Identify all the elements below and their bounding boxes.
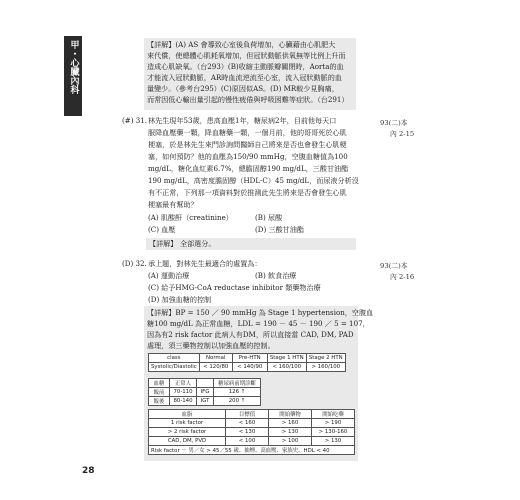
ldl-table-header: 目標值 bbox=[226, 410, 269, 419]
ldl-table bbox=[148, 409, 355, 455]
bp-table-cell: < 120/80 bbox=[199, 363, 232, 372]
bp-table-header: class bbox=[149, 354, 200, 363]
glucose-table-header: 血糖 bbox=[149, 379, 170, 388]
explanation-2-line-2: 糖100 mg/dL 為正常血糖，LDL = 190 － 45 － 190 ／ 5 = 107， bbox=[147, 319, 370, 328]
glucose-table bbox=[148, 378, 261, 406]
question-31-label: (#) 31. bbox=[122, 116, 148, 125]
question-31-line-4: 塞，如何預防？他的血壓為150/90 mmHg，空腹血糖值為100 bbox=[148, 152, 348, 161]
glucose-table-header: 糖尿病前期診斷 bbox=[214, 379, 261, 388]
chapter-tab-label: 甲・心臟內科 bbox=[68, 40, 79, 94]
ldl-table-cell: 1 risk factor bbox=[149, 419, 226, 428]
ldl-table-header: 開始藥物 bbox=[269, 410, 312, 419]
bp-table-cell: Systolic/Diastolic bbox=[149, 363, 200, 372]
question-31-line-1: 林先生現年53歲，患高血壓1年，糖尿病2年，目前他每天口 bbox=[148, 116, 337, 125]
explanation-1-line-4: 才能流入冠狀動脈，AR時血流逆流至心室，流入冠狀動脈的血 bbox=[147, 73, 342, 82]
question-31-ref: 內 2-15 bbox=[390, 130, 415, 138]
glucose-table-header bbox=[197, 379, 214, 388]
ldl-table-cell: > 2 risk factor bbox=[149, 428, 226, 437]
question-31-option-a: (A) 肌酸酐（creatinine） bbox=[148, 213, 233, 222]
bp-table-cell: < 160/100 bbox=[267, 363, 306, 372]
ldl-table-header: 血脂 bbox=[149, 410, 226, 419]
answer-31-text: 全部選分。 bbox=[180, 239, 216, 248]
question-31-line-5: mg/dL，糖化血紅素6.7%，總膽固醇190 mg/dL，三酸甘油酯 bbox=[148, 164, 349, 173]
ldl-table-cell: < 160 bbox=[226, 419, 269, 428]
question-31-line-2: 服降血壓藥一顆，降血糖藥一顆，一個月前，他的哥哥死於心肌 bbox=[148, 128, 347, 137]
ldl-table-cell: > 190 bbox=[312, 419, 355, 428]
answer-box-31 bbox=[146, 238, 356, 250]
glucose-table-cell: IFG bbox=[197, 388, 214, 397]
question-31-line-8: 梗塞最有幫助？ bbox=[148, 200, 198, 209]
explanation-2-line-4: 處理，須三藥物控制以加強血壓的控制。 bbox=[147, 341, 275, 350]
question-32-option-c: (C) 給予HMG-CoA reductase inhibitor 類藥物治療 bbox=[148, 283, 321, 292]
explanation-1-line-5: 量變少。（參考台295）(C)原因似AS。(D) MR較少見胸痛， bbox=[147, 84, 339, 93]
question-32-exam: 93(二)本 bbox=[380, 262, 408, 270]
glucose-table-cell: 飯前 bbox=[149, 388, 170, 397]
question-32-option-b: (B) 飲食治療 bbox=[255, 271, 297, 280]
ldl-table-cell: CAD, DM, PVD bbox=[149, 437, 226, 446]
glucose-table-cell: IGT bbox=[197, 397, 214, 406]
question-31-exam: 93(二)本 bbox=[380, 119, 408, 127]
ldl-table-footnote: Risk factor － 男／女 > 45／55 歲、抽煙、高血壓、家族史、HDL < 40 bbox=[149, 446, 355, 455]
explanation-1-line-6: 而常因低心輸出量引起的慢性疲倦與呼吸困難等症狀。（台291） bbox=[147, 95, 349, 104]
explanation-1-line-3: 造成心肌缺氧。（台293）(B)收縮主動脈瓣關閉時，Aorta的血 bbox=[147, 62, 344, 71]
answer-31-label: 【詳解】 bbox=[149, 239, 178, 248]
bp-table-header: Pre-HTN bbox=[232, 354, 267, 363]
ldl-table-cell: > 100 bbox=[269, 437, 312, 446]
page-number: 28 bbox=[82, 466, 95, 476]
bp-table bbox=[148, 353, 346, 372]
glucose-table-cell: 飯後 bbox=[149, 397, 170, 406]
question-31-option-b: (B) 尿酸 bbox=[255, 213, 283, 222]
question-31-option-d: (D) 三酸甘油酯 bbox=[255, 225, 304, 234]
question-32-option-d: (D) 加強血糖的控制 bbox=[148, 295, 212, 304]
ldl-table-cell: < 100 bbox=[226, 437, 269, 446]
ldl-table-cell: > 160 bbox=[269, 419, 312, 428]
bp-table-header: Normal bbox=[199, 354, 232, 363]
ldl-table-cell: > 130 bbox=[312, 437, 355, 446]
glucose-table-header: 正常人 bbox=[170, 379, 197, 388]
question-32-label: (D) 32. bbox=[122, 259, 147, 268]
glucose-table-cell: 80-140 bbox=[170, 397, 197, 406]
question-32-option-a: (A) 運動治療 bbox=[148, 271, 190, 280]
explanation-1-line-1: 【詳解】(A) AS 會導致心室後負荷增加，心臟藉由心肌肥大 bbox=[147, 40, 336, 49]
explanation-2-line-3: 因為有2 risk factor 此病人有DM，所以直接當 CAD, DM, PAD bbox=[147, 330, 354, 339]
explanation-1-line-2: 來代償，使總體心肌耗氧增加，但冠狀動脈供氧無等比例上升而 bbox=[147, 51, 346, 60]
question-31-line-7: 有不正常，下列那一項資料對於推測此先生將來是否會發生心肌 bbox=[148, 188, 347, 197]
ldl-table-header: 開始吃藥 bbox=[312, 410, 355, 419]
question-31-option-c: (C) 血壓 bbox=[148, 225, 176, 234]
explanation-2-line-1: 【詳解】BP = 150 ／ 90 mmHg 為 Stage 1 hypertension，空腹血 bbox=[147, 308, 374, 317]
glucose-table-cell: 70-110 bbox=[170, 388, 197, 397]
ldl-table-cell: > 130 bbox=[269, 428, 312, 437]
bp-table-cell: < 140/90 bbox=[232, 363, 267, 372]
question-31-line-3: 梗塞，於是林先生來門診詢問醫師自己將來是否也會發生心肌梗 bbox=[148, 140, 347, 149]
ldl-table-cell: < 130 bbox=[226, 428, 269, 437]
glucose-table-cell: 126 ↑ bbox=[214, 388, 261, 397]
question-32-stem: 承上題，對林先生最適合的處置為： bbox=[148, 259, 262, 268]
bp-table-header: Stage 1 HTN bbox=[267, 354, 306, 363]
chapter-tab bbox=[64, 36, 82, 116]
ldl-table-cell: > 130-160 bbox=[312, 428, 355, 437]
question-32-ref: 內 2-16 bbox=[390, 273, 415, 281]
bp-table-header: Stage 2 HTN bbox=[306, 354, 345, 363]
glucose-table-cell: 200 ↑ bbox=[214, 397, 261, 406]
question-31-line-6: 190 mg/dL，高密度膽固醇（HDL-C）45 mg/dL，而尿液分析沒 bbox=[148, 176, 359, 185]
bp-table-cell: > 160/100 bbox=[306, 363, 345, 372]
